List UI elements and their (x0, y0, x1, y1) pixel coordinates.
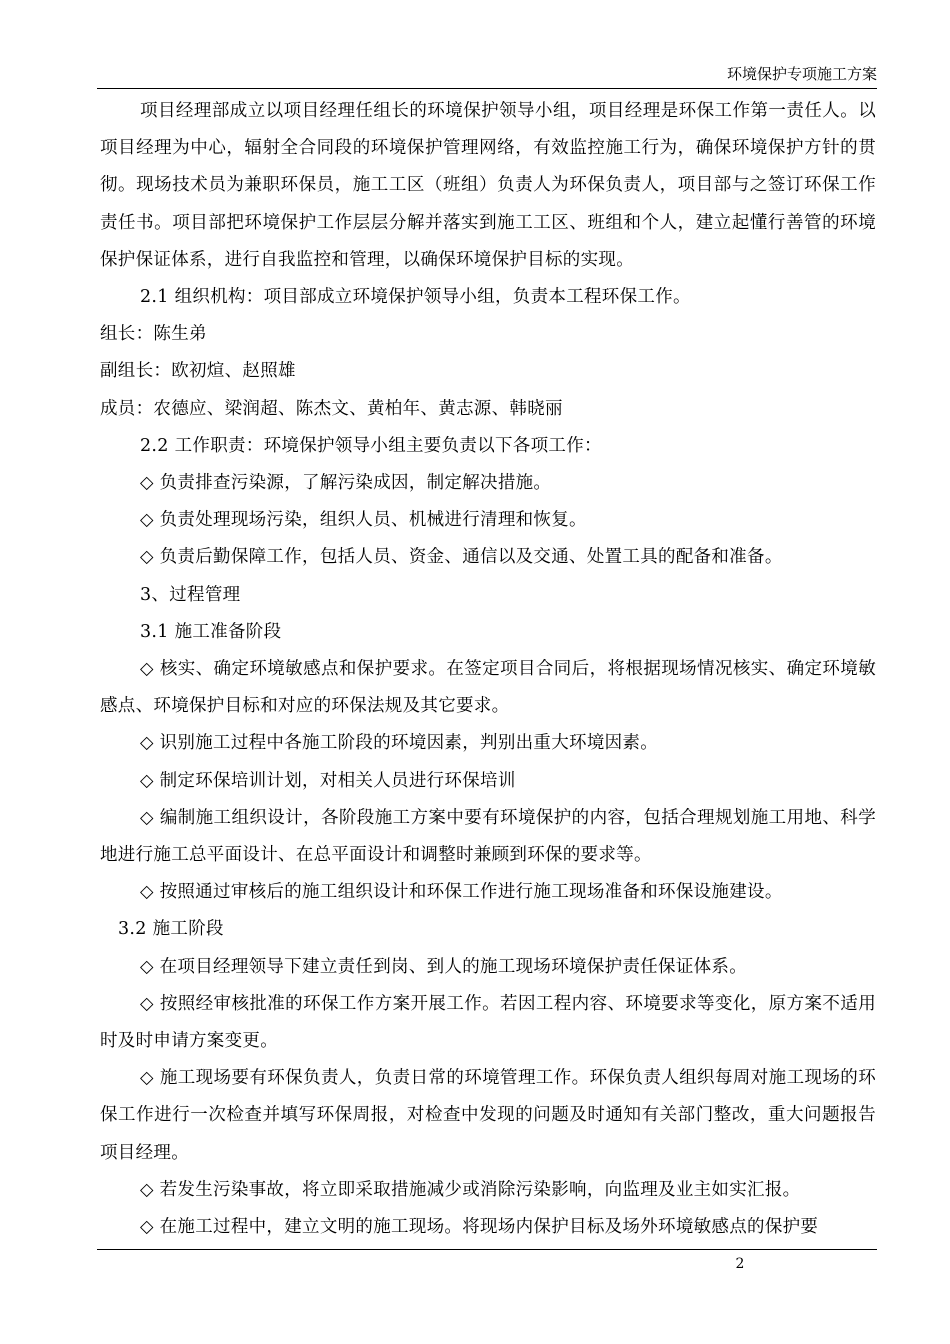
construction-item: ◇ 施工现场要有环保负责人，负责日常的环境管理工作。环保负责人组织每周对施工现场的环保工作进行一次检查并填写环保周报，对检查中发现的问题及时通知有关部门整改，重大问题报告项目经理。 (100, 1068, 876, 1163)
section-3-heading: 3、过程管理 (140, 584, 241, 605)
duty-item: ◇ 负责处理现场污染，组织人员、机械进行清理和恢复。 (140, 510, 587, 531)
prep-item: ◇ 按照通过审核后的施工组织设计和环保工作进行施工现场准备和环保设施建设。 (140, 882, 783, 903)
document-body (100, 93, 876, 1246)
construction-item: ◇ 在项目经理领导下建立责任到岗、到人的施工现场环境保护责任保证体系。 (140, 956, 748, 977)
running-header: 环境保护专项施工方案 (726, 65, 877, 83)
prep-item: ◇ 识别施工过程中各施工阶段的环境因素，判别出重大环境因素。 (140, 733, 659, 754)
footer-divider (97, 1249, 877, 1250)
construction-item: ◇ 按照经审核批准的环保工作方案开展工作。若因工程内容、环境要求等变化，原方案不适用时及时申请方案变更。 (100, 993, 876, 1052)
prep-item: ◇ 编制施工组织设计，各阶段施工方案中要有环境保护的内容，包括合理规划施工用地、科学地进行施工总平面设计、在总平面设计和调整时兼顾到环保的要求等。 (100, 807, 876, 866)
team-leader-line: 组长：陈生弟 (100, 324, 207, 345)
section-3-2-heading: 3.2 施工阶段 (118, 919, 224, 940)
header-divider (97, 88, 877, 89)
members-line: 成员：农德应、梁润超、陈杰文、黄柏年、黄志源、韩晓丽 (100, 398, 563, 419)
duty-item: ◇ 负责排查污染源，了解污染成因，制定解决措施。 (140, 473, 552, 494)
section-3-1-heading: 3.1 施工准备阶段 (140, 621, 282, 642)
section-2-2-heading: 2.2 工作职责：环境保护领导小组主要负责以下各项工作： (140, 435, 602, 456)
deputy-leader-line: 副组长：欧初煊、赵照雄 (100, 361, 296, 382)
construction-item: ◇ 在施工过程中，建立文明的施工现场。将现场内保护目标及场外环境敏感点的保护要 (140, 1217, 819, 1238)
page-number: 2 (735, 1256, 745, 1272)
prep-item: ◇ 制定环保培训计划，对相关人员进行环保培训 (140, 770, 516, 791)
duty-item: ◇ 负责后勤保障工作，包括人员、资金、通信以及交通、处置工具的配备和准备。 (140, 547, 783, 568)
construction-item: ◇ 若发生污染事故，将立即采取措施减少或消除污染影响，向监理及业主如实汇报。 (140, 1179, 801, 1200)
intro-paragraph: 项目经理部成立以项目经理任组长的环境保护领导小组，项目经理是环保工作第一责任人。以项目经理为中心，辐射全合同段的环境保护管理网络，有效监控施工行为，确保环境保护方针的贯彻。现场技术员为兼职环保员，施工工区（班组）负责人为环保负责人，项目部与之签订环保工作责任书。项目部把环境保护工作层层分解并落实到施工工区、班组和个人，建立起懂行善管的环境保护保证体系，进行自我监控和管理，以确保环境保护目标的实现。 (100, 101, 876, 270)
section-2-1-heading: 2.1 组织机构：项目部成立环境保护领导小组，负责本工程环保工作。 (140, 287, 691, 308)
prep-item: ◇ 核实、确定环境敏感点和保护要求。在签定项目合同后，将根据现场情况核实、确定环境敏感点、环境保护目标和对应的环保法规及其它要求。 (100, 659, 876, 717)
